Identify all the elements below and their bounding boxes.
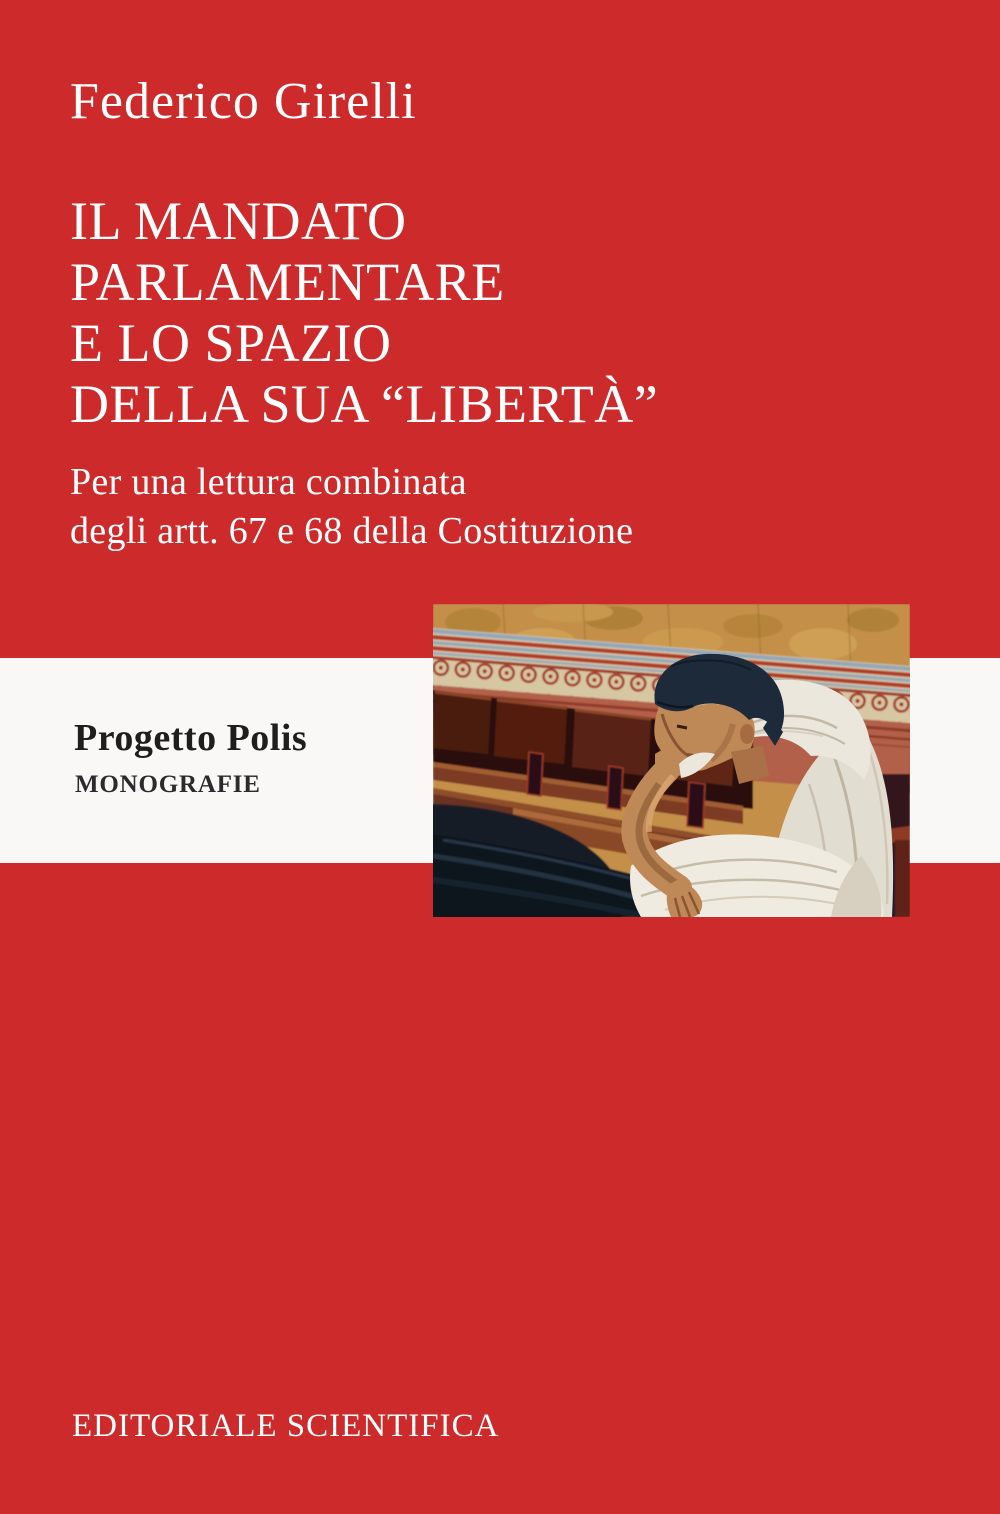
book-subtitle xyxy=(70,458,633,556)
publisher-name: EDITORIALE SCIENTIFICA xyxy=(72,1408,500,1444)
title-line-1: IL MANDATO xyxy=(70,191,407,251)
series-collection: MONOGRAFIE xyxy=(75,771,261,798)
subtitle-line-1: Per una lettura combinata xyxy=(70,461,467,503)
author-name: Federico Girelli xyxy=(70,73,417,130)
subtitle-line-2: degli artt. 67 e 68 della Costituzione xyxy=(70,510,634,552)
title-line-4: DELLA SUA “LIBERTÀ” xyxy=(70,374,659,434)
series-name: Progetto Polis xyxy=(74,717,308,759)
title-line-3: E LO SPAZIO xyxy=(70,313,392,373)
title-line-2: PARLAMENTARE xyxy=(70,252,505,312)
senate-painting xyxy=(433,604,910,917)
cover-photo xyxy=(433,604,910,917)
book-title xyxy=(70,191,658,435)
